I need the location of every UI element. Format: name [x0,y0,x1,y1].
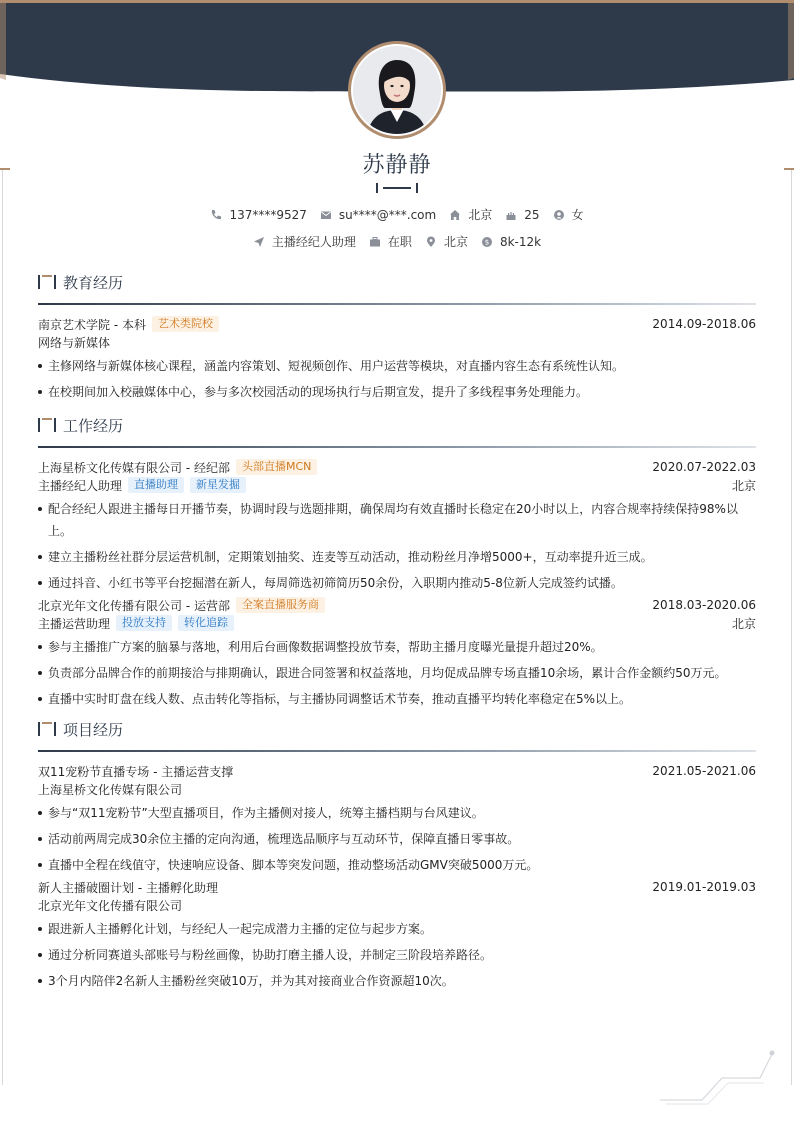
section-divider [38,750,756,752]
project-bullet: 活动前两周完成30余位主播的定向沟通，梳理选品顺序与互动环节，保障直播日零事故。 [38,828,756,850]
home-icon [449,209,461,221]
education-section [38,270,756,403]
section-mark-icon [38,418,56,432]
project-bullet: 通过分析同赛道头部账号与粉丝画像，协助打磨主播人设，并制定三阶段培养路径。 [38,944,756,966]
work-bullet: 直播中实时盯盘在线人数、点击转化等指标，与主播协同调整话术节奏，推动直播平均转化率稳定在5%以上。 [38,688,756,710]
age-text: 25 [524,207,540,222]
status-text: 在职 [387,235,412,249]
section-divider [38,303,756,305]
work-bullet: 负责部分品牌合作的前期接洽与排期确认，跟进合同签署和权益落地，月均促成品牌专场直播10余场，累计合作金额约50万元。 [38,662,756,684]
position-text: 主播经纪人助理 [271,235,356,249]
project-entry [38,878,756,992]
gender-text: 女 [571,208,584,222]
work-date: 2018.03-2020.06 [652,598,756,612]
education-bullet: 主修网络与新媒体核心课程，涵盖内容策划、短视频创作、用户运营等模块，对直播内容生态有系统性认知。 [38,355,756,377]
section-divider [38,446,756,448]
left-frame-line [2,170,3,1085]
salary-item [481,233,541,250]
education-title: 教育经历 [63,273,124,292]
education-header [38,270,756,294]
salary-text: 8k-12k [499,234,542,249]
job-intent-row [0,233,794,250]
email-text: su****@***.com [338,207,437,222]
project-bullet: 跟进新人主播孵化计划，与经纪人一起完成潜力主播的定位与起步方案。 [38,918,756,940]
section-mark-icon [38,275,56,289]
send-icon [253,236,265,248]
work-header [38,413,756,437]
school-tag: 艺术类院校 [152,316,219,332]
work-location: 北京 [731,616,756,631]
work-date: 2020.07-2022.03 [652,460,756,474]
city-item [425,233,468,250]
section-mark-icon [38,722,56,736]
company-line: 北京光年文化传播有限公司 - 运营部 [38,598,230,613]
gender-icon [553,209,565,221]
work-bullet: 配合经纪人跟进主播每日开播节奏，协调时段与选题排期，确保周均有效直播时长稳定在20小时以上，内容合规率持续保持98%以上。 [38,498,756,542]
project-bullet: 3个月内陪伴2名新人主播粉丝突破10万，并为其对接商业合作资源超10次。 [38,970,756,992]
education-bullet: 在校期间加入校融媒体中心，参与多次校园活动的现场执行与后期宣发，提升了多线程事务处理能力。 [38,381,756,403]
project-org: 上海星桥文化传媒有限公司 [38,782,183,797]
avatar [348,41,446,139]
work-location: 北京 [731,478,756,493]
candidate-name: 苏静静 [362,153,432,178]
gender-item [553,206,584,223]
project-bullet: 参与“双11宠粉节”大型直播项目，作为主播侧对接人，统筹主播档期与台风建议。 [38,802,756,824]
project-header [38,717,756,741]
work-entry [38,596,756,710]
svg-text:$: $ [484,238,490,247]
hometown-item [449,206,492,223]
role-text: 主播经纪人助理 [38,478,123,493]
city-text: 北京 [443,235,468,249]
project-org: 北京光年文化传播有限公司 [38,898,183,913]
email-item [320,206,436,223]
education-entry [38,315,756,403]
school-line: 南京艺术学院 - 本科 [38,317,146,332]
avatar-portrait [353,46,441,134]
briefcase-icon [369,236,381,248]
status-item [369,233,412,250]
project-name: 新人主播破圈计划 - 主播孵化助理 [38,880,218,895]
work-title: 工作经历 [63,416,124,435]
age-item [505,206,539,223]
work-bullet: 建立主播粉丝社群分层运营机制，定期策划抽奖、连麦等互动活动，推动粉丝月净增5000+，互动率提升近三成。 [38,546,756,568]
project-name: 双11宠粉节直播专场 - 主播运营支撑 [38,764,234,779]
role-tag: 投放支持 [116,615,172,631]
phone-icon [210,209,222,221]
mail-icon [320,209,332,221]
role-tag: 新星发掘 [190,477,246,493]
role-tag: 直播助理 [128,477,184,493]
corner-decoration [660,1048,780,1108]
work-entry [38,458,756,594]
major-text: 网络与新媒体 [38,335,111,350]
company-tag: 头部直播MCN [236,459,317,475]
project-section [38,717,756,992]
project-title: 项目经历 [63,720,124,739]
company-tag: 全案直播服务商 [236,597,325,613]
contact-row [0,206,794,223]
name-divider [376,183,418,193]
project-date: 2019.01-2019.03 [652,880,756,894]
work-section [38,413,756,710]
phone-item [210,206,306,223]
money-icon [481,236,493,248]
role-tag: 转化追踪 [178,615,234,631]
company-line: 上海星桥文化传媒有限公司 - 经纪部 [38,460,230,475]
project-date: 2021.05-2021.06 [652,764,756,778]
project-entry [38,762,756,876]
cake-icon [505,209,517,221]
education-date: 2014.09-2018.06 [652,317,756,331]
work-bullet: 通过抖音、小红书等平台挖掘潜在新人，每周筛选初筛简历50余份，入职期内推动5-8位新人完成签约试播。 [38,572,756,594]
role-text: 主播运营助理 [38,616,111,631]
hometown-text: 北京 [468,208,493,222]
work-bullet: 参与主播推广方案的脑暴与落地，利用后台画像数据调整投放节奏，帮助主播月度曝光量提升超过20%。 [38,636,756,658]
position-item [253,233,356,250]
phone-text: 137****9527 [229,207,307,222]
project-bullet: 直播中全程在线值守，快速响应设备、脚本等突发问题，推动整场活动GMV突破5000万元。 [38,854,756,876]
right-frame-line [791,170,792,1085]
location-pin-icon [425,236,437,248]
